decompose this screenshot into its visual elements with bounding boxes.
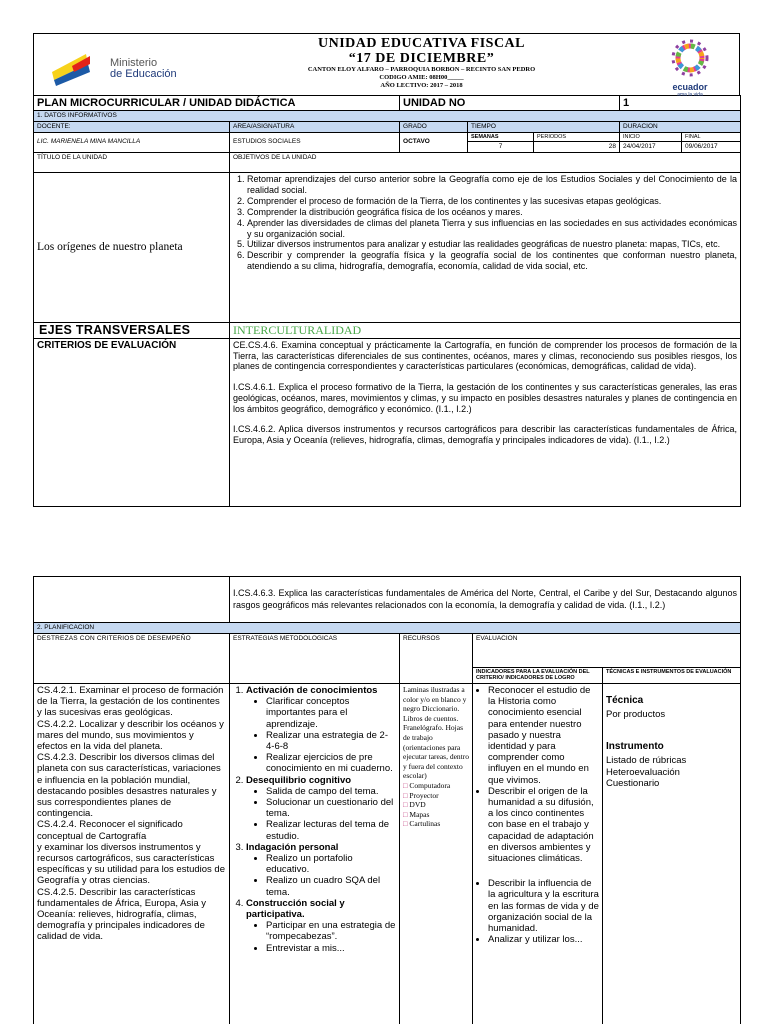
ecuador-logo-text: ecuador <box>672 82 708 92</box>
ecuador-flower-icon <box>668 38 712 78</box>
inicio-value: 24/04/2017 <box>620 142 682 153</box>
checkbox-icon: □ <box>403 790 410 800</box>
objetivo-item: 5. Utilizar diversos instrumentos para analizar y estudiar las realidades geográficas de nuestro planeta: mapas, TICs, etc. <box>247 239 737 250</box>
checkbox-icon: □ <box>403 819 410 829</box>
page-2 <box>33 576 740 1024</box>
objetivo-item: 2. Comprender el proceso de formación de la Tierra, de los continentes y las sucesivas etapas geológicas. <box>247 196 737 207</box>
criterio-paragraph: CE.CS.4.6. Examina conceptual y prácticamente la Cartografía, en función de comprender los procesos de formación de la Tierra, las características diferenciales de sus continentes, océanos, mares y climas, reconociendo sus posibles riesgos, los planes de contingencia correspondientes y características particulares (económicas, demográficas, calidad de vida). <box>233 339 738 372</box>
instrumento-item: Heteroevaluación <box>606 766 680 778</box>
unidad-label: UNIDAD NO <box>400 96 620 111</box>
semanas-value: 7 <box>468 142 534 153</box>
ejes-value: INTERCULTURALIDAD <box>230 322 741 338</box>
recursos-list <box>403 781 469 829</box>
objetivos-cell <box>230 172 741 322</box>
recurso-label: Cartulinas <box>409 819 441 829</box>
estrategia-subitem: • Salida de campo del tema. <box>266 786 396 797</box>
destrezas-label: DESTREZAS CON CRITERIOS DE DESEMPEÑO <box>34 633 230 683</box>
estrategias-list <box>233 685 396 954</box>
tecnicas-label: TÉCNICAS E INSTRUMENTOS DE EVALUACIÓN <box>603 667 741 683</box>
recurso-label: Proyector <box>409 790 439 800</box>
estrategia-item <box>246 842 396 898</box>
estrategia-subitem: • Entrevistar a mis... <box>266 943 396 954</box>
objetivo-item: 4. Aprender las diversidades de climas del planeta Tierra y sus influencias en las sociedades en sus actividades económicas y su organización social. <box>247 218 737 240</box>
area-label: AREA/ASIGNATURA <box>230 121 400 132</box>
docente-label: DOCENTE: <box>34 121 230 132</box>
school-year: AÑO LECTIVO: 2017 – 2018 <box>380 82 463 89</box>
school-location: CANTON ELOY ALFARO – PARROQUIA BORBON – RECINTO SAN PEDRO <box>307 66 536 73</box>
objetivos-label: OBJETIVOS DE LA UNIDAD <box>230 152 741 172</box>
indicador-item: • Describir el origen de la humanidad a su difusión, a los cinco continentes con base en el trabajo y capacidad de adaptación en diversos ambientes y situaciones climáticas. <box>488 786 599 864</box>
criterio-paragraph: I.CS.4.6.2. Aplica diversos instrumentos y recursos cartográficos para describir las características fundamentales de África, Europa, Asia y Oceanía (relieves, hidrografía, climas, demografía y principales indicadores de vida). (I.1., I.2.) <box>233 424 738 445</box>
tecnicas-cell <box>603 683 741 1024</box>
indicador-item: • Reconocer el estudio de la Historia como conocimiento esencial para entender nuestro pasado y nuestra identidad y para comprender como influyen en el mundo en que vivimos. <box>488 685 599 786</box>
unidad-value: 1 <box>620 96 741 111</box>
objetivo-item: 1. Retomar aprendizajes del curso anterior sobre la Geografía como eje de los Estudios Sociales y del Conocimiento de la realidad social. <box>247 174 737 196</box>
checkbox-icon: □ <box>403 780 410 790</box>
instrumentos-list <box>606 755 737 790</box>
estrategia-item <box>246 775 396 842</box>
periodos-value: 28 <box>534 142 620 153</box>
estrategia-title: 4. Construcción social y participativa. <box>246 897 345 921</box>
estrategia-subitem: • Participar en una estrategia de “rompecabezas”. <box>266 920 396 942</box>
indicador-item: • Describir la influencia de la agricultura y la escritura en las formas de vida y de organización social de la humanidad. <box>488 878 599 934</box>
tecnica-value: Por productos <box>606 709 666 721</box>
destrezas-cell: CS.4.2.1. Examinar el proceso de formación de la Tierra, la gestación de los continentes y las sucesivas eras geológicas. CS.4.2.2. Localizar y describir los océanos y mares del mundo, sus movimientos y efectos en la vida del planeta. CS.4.2.3. Describir los diversos climas del planeta con sus características, variaciones e influencia en la población mundial, destacando posibles desastres naturales y sus correspondientes planes de contingencia. CS.4.2.4. Reconocer el significado conceptual de Cartografía y examinar los diversos instrumentos y recursos cartográficos, sus características específicas y su utilidad para los estudios de Geografía y otras ciencias. CS.4.2.5. Describir las características fundamentales de África, Europa, Asia y Oceanía: relieves, hidrografía, climas, demografía y principales indicadores de calidad de vida. <box>34 683 230 1024</box>
recurso-item <box>403 810 469 820</box>
estrategia-subitem: • Solucionar un cuestionario del tema. <box>266 797 396 819</box>
indicadores-list <box>476 685 599 945</box>
estrategia-title: 2. Desequilibrio cognitivo <box>246 774 352 786</box>
ministerio-line1: Ministerio <box>110 57 158 69</box>
final-value: 09/06/2017 <box>682 142 741 153</box>
estrategia-subitem: • Realizo un cuadro SQA del tema. <box>266 875 396 897</box>
estrategias-cell <box>230 683 400 1024</box>
recurso-label: Computadora <box>409 780 451 790</box>
checkbox-icon: □ <box>403 800 410 810</box>
recursos-text: Laminas ilustradas a color y/o en blanco y negro Diccionario. Libros de cuentos. Franelógrafo. Hojas de trabajo (orientaciones para ejecutar tareas, dentro y fuera del contexto escolar) <box>403 684 470 781</box>
ejes-label: EJES TRANSVERSALES <box>34 322 230 338</box>
estrategias-label: ESTRATEGIAS METODOLOGICAS <box>230 633 400 683</box>
inicio-label: INICIO <box>620 132 682 142</box>
estrategia-subitem: • Realizar lecturas del tema de estudio. <box>266 819 396 841</box>
school-name: UNIDAD EDUCATIVA FISCAL <box>317 36 525 51</box>
ecuador-logo <box>659 38 721 98</box>
recurso-item <box>403 781 469 791</box>
titulo-value: Los orígenes de nuestro planeta <box>34 172 230 322</box>
indicadores-cell <box>473 683 603 1024</box>
estrategia-item <box>246 685 396 775</box>
tiempo-label: TIEMPO <box>468 121 620 132</box>
recurso-item <box>403 791 469 801</box>
grado-label: GRADO <box>400 121 468 132</box>
evaluacion-label: EVALUACION <box>473 633 741 667</box>
estrategia-title: 3. Indagación personal <box>246 841 339 853</box>
instrumento-item: Listado de rúbricas <box>606 755 687 767</box>
criterios-label: CRITERIOS DE EVALUACIÓN <box>34 338 230 506</box>
criterio-3: I.CS.4.6.3. Explica las características fundamentales de América del Norte, Central, el Caribe y del Sur, Destacando algunos rasgos geográficos más relevantes relacionados con la economía, la demografía y calidad de vida. (I.1., I.2.) <box>230 577 741 623</box>
estrategia-subitem: • Clarificar conceptos importantes para el aprendizaje. <box>266 696 396 730</box>
plan-title: PLAN MICROCURRICULAR / UNIDAD DIDÁCTICA <box>34 96 400 111</box>
page-1 <box>33 33 740 507</box>
ministerio-line2: de Educación <box>110 68 177 80</box>
instrumento-item: Cuestionario <box>606 778 660 790</box>
objetivos-list <box>233 174 737 272</box>
estrategia-subitem: • Realizar una estrategia de 2-4-6-8 <box>266 730 396 752</box>
document-header <box>33 33 740 98</box>
plan-table <box>33 95 741 507</box>
indicadores-label: INDICADORES PARA LA EVALUACIÓN DEL CRITERIO/ INDICADORES DE LOGRO <box>473 667 603 683</box>
school-heading <box>214 36 629 90</box>
recurso-label: Mapas <box>409 809 430 819</box>
titulo-label: TÍTULO DE LA UNIDAD <box>34 152 230 172</box>
section-planificacion: 2. PLANIFICACION <box>34 623 741 634</box>
estrategia-title: 1. Activación de conocimientos <box>246 684 378 696</box>
duracion-label: DURACION <box>620 121 741 132</box>
recurso-item <box>403 800 469 810</box>
school-amie: CODIGO AMIE: 08H00_____ <box>379 74 464 81</box>
school-date: “17 DE DICIEMBRE” <box>348 51 495 66</box>
checkbox-icon: □ <box>403 809 410 819</box>
estrategia-subitem: • Realizo un portafolio educativo. <box>266 853 396 875</box>
grado-value: OCTAVO <box>400 132 468 152</box>
indicador-item: • Analizar y utilizar los... <box>488 934 599 945</box>
empty-cell <box>34 577 230 623</box>
criterio-paragraph: I.CS.4.6.1. Explica el proceso formativo de la Tierra, la gestación de los continentes y sus características generales, las eras geológicas, océanos, mares, movimientos y climas, y su impacto en posibles desastres naturales y planes de contingencia en los ámbitos geográfico, demográfico y económico. (I.1., I.2.) <box>233 382 738 414</box>
docente-value: LIC. MARIENELA MINA MANCILLA <box>34 132 230 152</box>
section-datos-informativos: 1. DATOS INFORMATIVOS <box>34 111 741 122</box>
tecnica-label: Técnica <box>606 694 644 706</box>
estrategia-subitem: • Realizar ejercicios de pre conocimiento en mi cuaderno. <box>266 752 396 774</box>
objetivo-item: 6. Describir y comprender la geografía física y la geografía social de los continentes que conforman nuestro planeta, atendiendo a su clima, hidrografía, demografía, economía, calidad de vida social, etc. <box>247 250 737 272</box>
recursos-label: RECURSOS <box>400 633 473 683</box>
recurso-label: DVD <box>409 800 426 810</box>
semanas-label: SEMANAS <box>468 132 534 142</box>
objetivo-item: 3. Comprender la distribución geográfica física de los océanos y mares. <box>247 207 737 218</box>
estrategia-item <box>246 898 396 954</box>
instrumento-label: Instrumento <box>606 740 664 752</box>
criterios-cell <box>230 338 741 506</box>
recurso-item <box>403 819 469 829</box>
planificacion-table <box>33 576 741 1024</box>
periodos-label: PERIODOS <box>534 132 620 142</box>
ecuador-logo-tag: ama la vida <box>677 92 703 98</box>
ministerio-logo <box>44 42 204 88</box>
recursos-cell <box>400 683 473 1024</box>
final-label: FINAL <box>682 132 741 142</box>
area-value: ESTUDIOS SOCIALES <box>230 132 400 152</box>
